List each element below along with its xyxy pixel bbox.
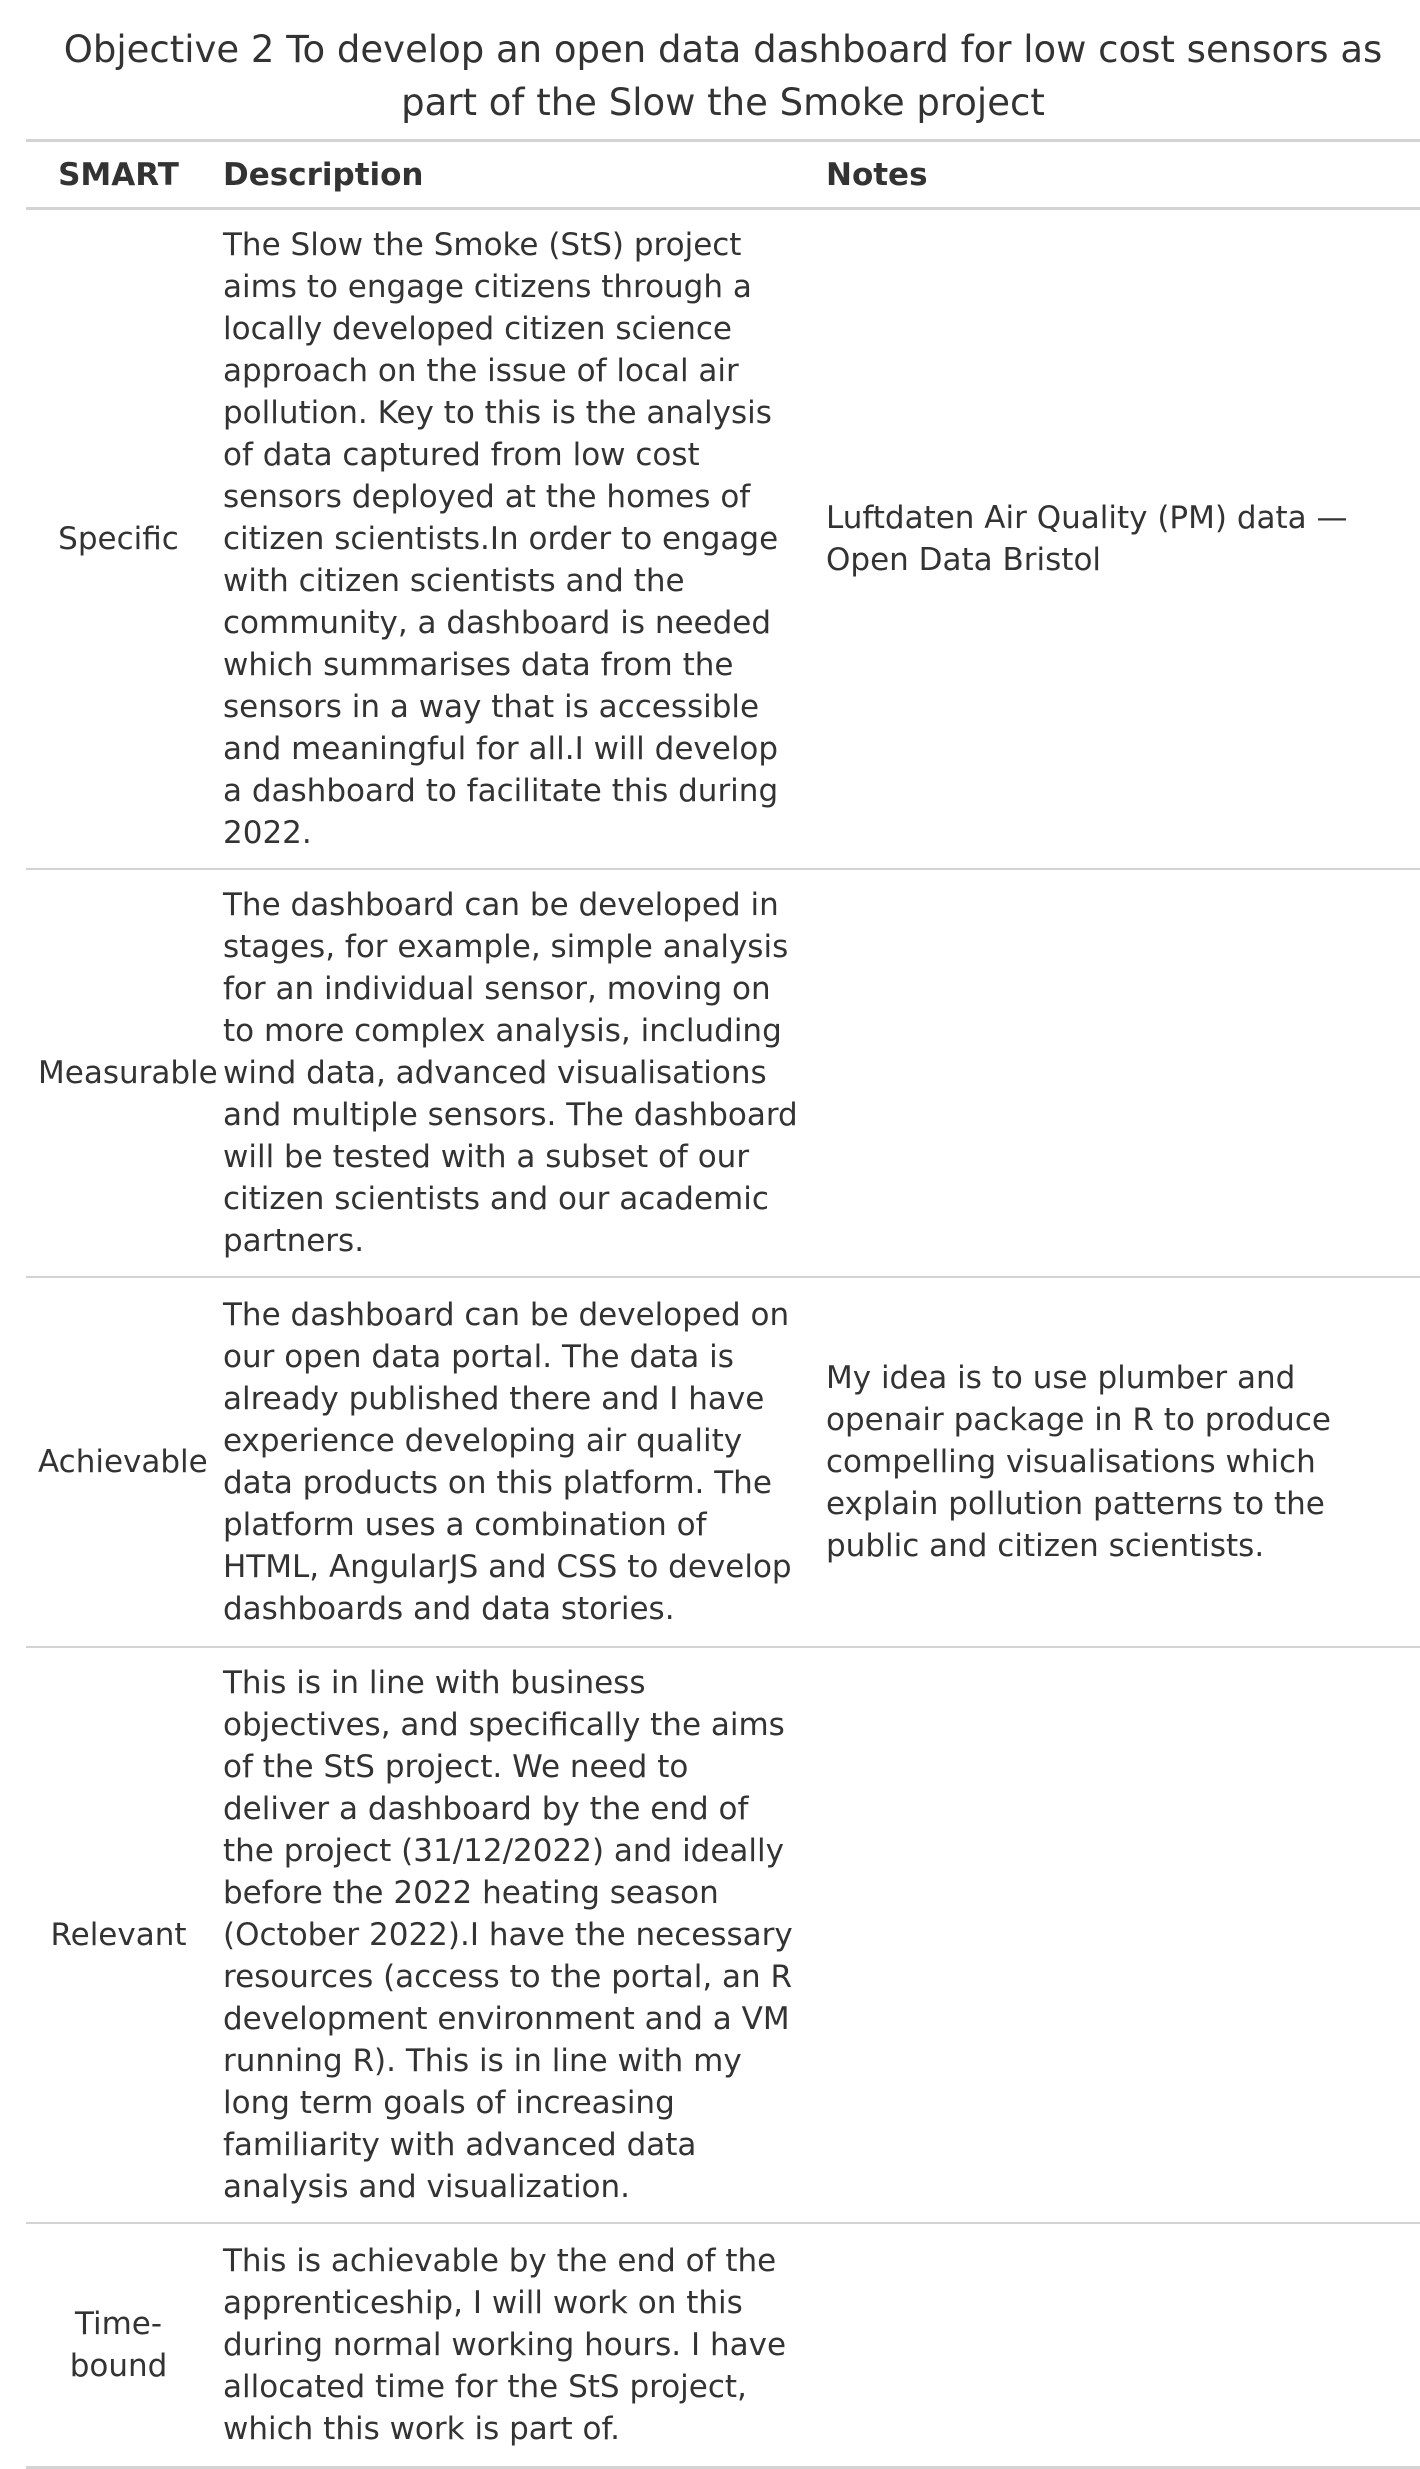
smart-cell: Relevant (26, 1647, 211, 2223)
column-header-description: Description (211, 141, 814, 209)
notes-cell: Luftdaten Air Quality (PM) data — Open Data Bristol (826, 500, 1348, 578)
description-cell: This is in line with business objectives, and specifically the aims of the StS project. We need to deliver a dashboard by the end of the project (31/12/2022) and ideally before the 2022 heating season (October 2022).I have the necessary resources (access to the portal, an R development environment and a VM running R). This is in line with my long term goals of increasing familiarity with advanced data analysis and visualization. (211, 1647, 814, 2223)
notes-cell (814, 869, 1420, 1277)
smart-cell: Specific (58, 521, 179, 557)
smart-cell: Measurable (26, 869, 211, 1277)
table-row-measurable (26, 869, 1420, 1277)
table-header (26, 141, 1420, 209)
description-cell: The dashboard can be developed in stages, for example, simple analysis for an individual sensor, moving on to more complex analysis, including wind data, advanced visualisations and multiple sensors. The dashboard will be tested with a subset of our citizen scientists and our academic partners. (211, 869, 814, 1277)
description-cell: This is achievable by the end of the apprenticeship, I will work on this during normal working hours. I have allocated time for the StS project, which this work is part of. (211, 2223, 814, 2467)
table-row-achievable (26, 1277, 1420, 1647)
description-cell: The dashboard can be developed on our open data portal. The data is already published there and I have experience developing air quality data products on this platform. The platform uses a combination of HTML, AngularJS and CSS to develop dashboards and data stories. (211, 1277, 814, 1647)
header-row (26, 141, 1420, 209)
notes-cell (814, 2223, 1420, 2467)
notes-cell: My idea is to use plumber and openair package in R to produce compelling visualisations which explain pollution patterns to the public and citizen scientists. (814, 1277, 1420, 1647)
table-body (26, 209, 1420, 2468)
smart-cell: Time-bound (26, 2223, 211, 2467)
notes-cell (814, 1647, 1420, 2223)
table-row-time-bound (26, 2223, 1420, 2467)
smart-objective-table-container (26, 8, 1420, 2469)
smart-cell: Achievable (26, 1277, 211, 1647)
column-header-notes: Notes (814, 141, 1420, 209)
table-row-specific (26, 209, 1420, 870)
description-cell: The Slow the Smoke (StS) project aims to engage citizens through a locally developed citizen science approach on the issue of local air pollution. Key to this is the analysis of data captured from low cost sensors deployed at the homes of citizen scientists.In order to engage with citizen scientists and the community, a dashboard is needed which summarises data from the sensors in a way that is accessible and meaningful for all.I will develop a dashboard to facilitate this during 2022. (223, 227, 779, 851)
smart-objective-table (26, 139, 1420, 2469)
column-header-smart: SMART (26, 141, 211, 209)
table-row-relevant (26, 1647, 1420, 2223)
table-caption: Objective 2 To develop an open data dashboard for low cost sensors as part of the Slow the Smoke project (63, 28, 1383, 124)
